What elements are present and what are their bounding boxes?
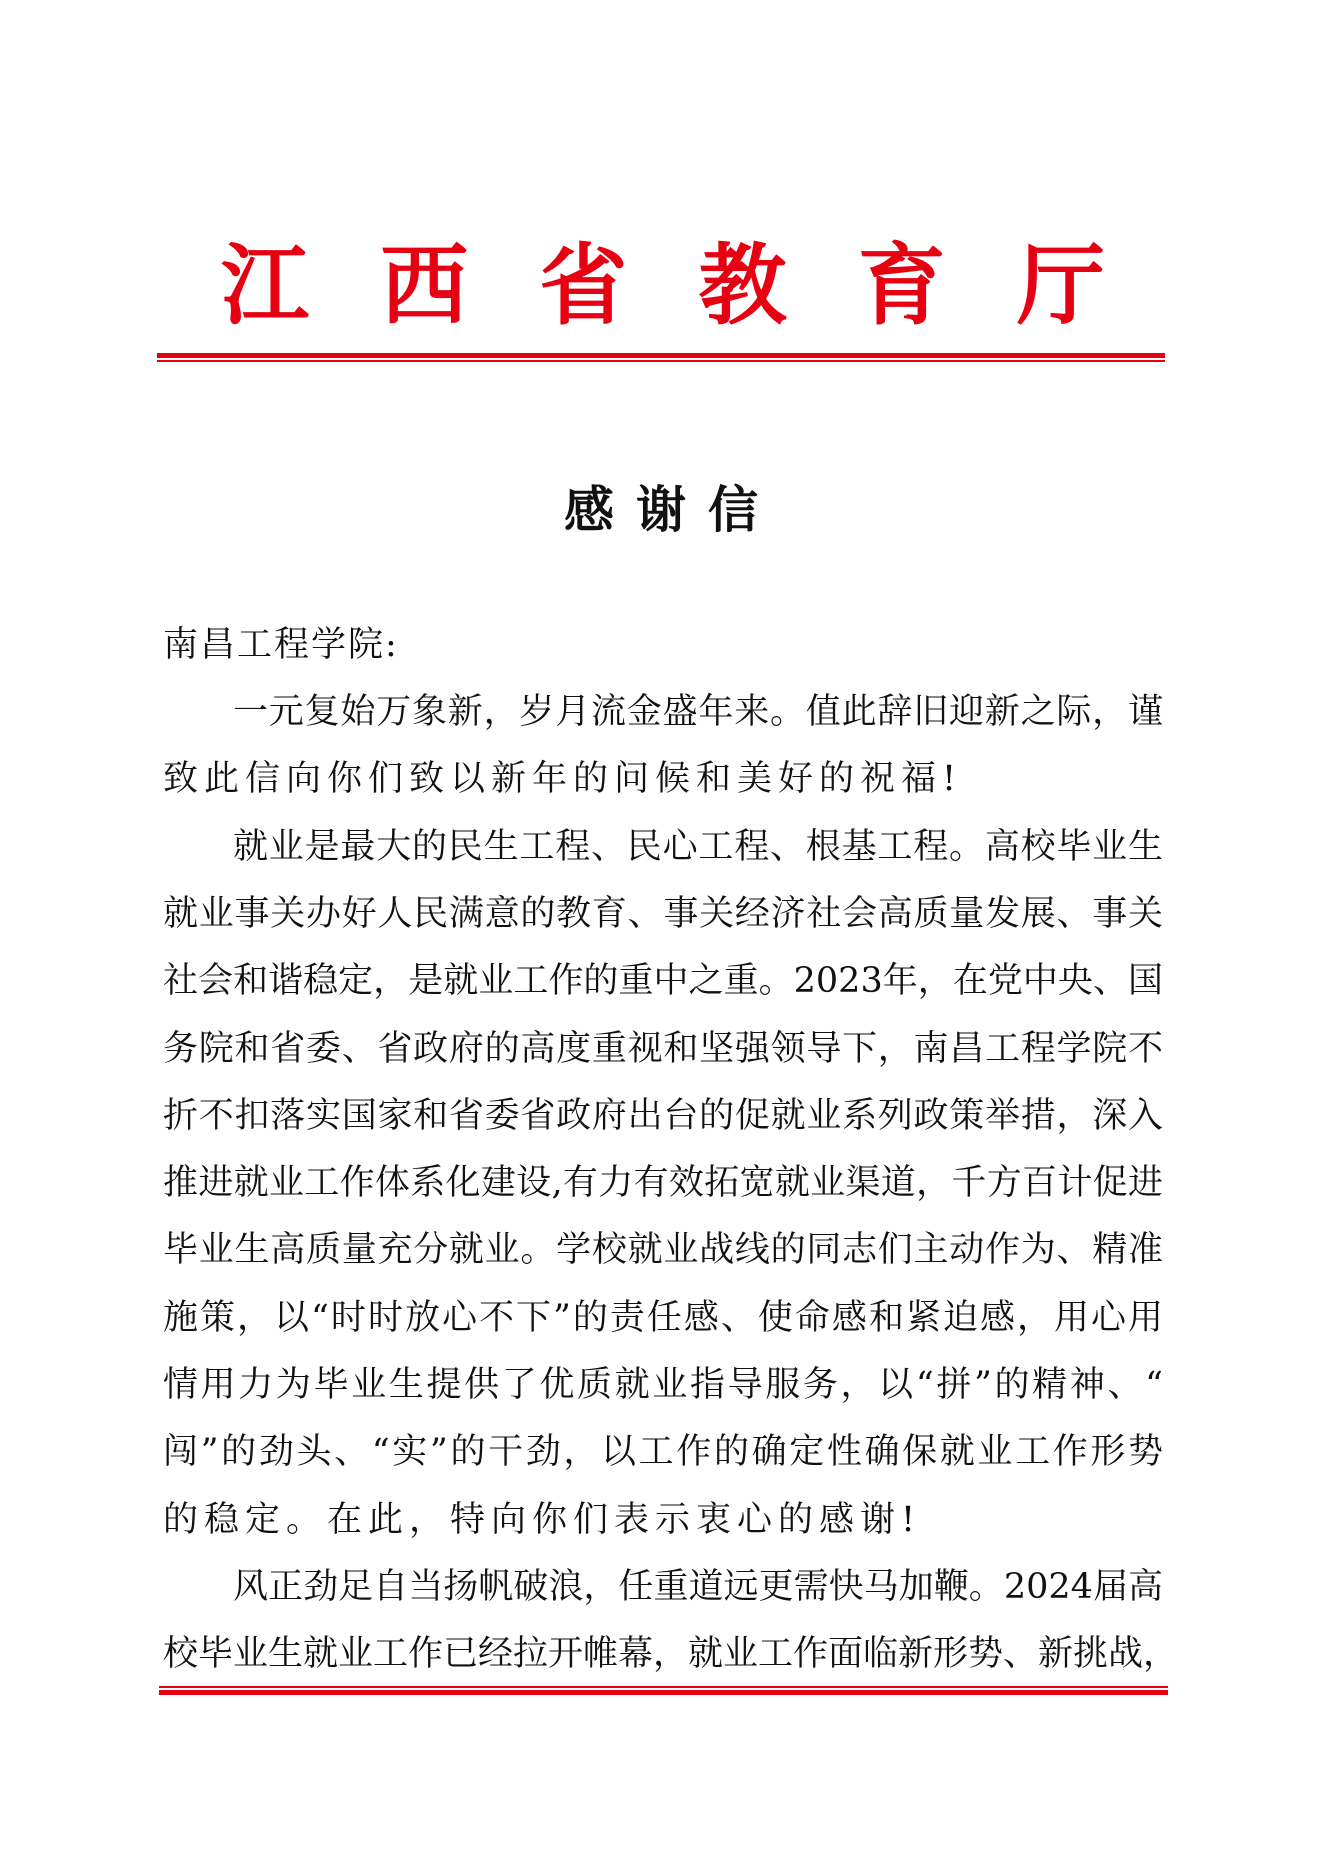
body-line: 务院和省委、省政府的高度重视和坚强领导下，南昌工程学院不 xyxy=(163,1028,1163,1069)
body-line: 校毕业生就业工作已经拉开帷幕，就业工作面临新形势、新挑战， xyxy=(163,1634,1179,1675)
salutation: 南昌工程学院: xyxy=(163,625,399,665)
body-line: 毕业生高质量充分就业。学校就业战线的同志们主动作为、精准 xyxy=(163,1230,1163,1271)
body-line: 的稳定。在此，特向你们表示衷心的感谢! xyxy=(163,1499,922,1540)
letterhead-char: 教 xyxy=(698,233,787,337)
letterhead-title xyxy=(221,235,1105,335)
body-line: 风正劲足自当扬帆破浪，任重道远更需快马加鞭。2024届高 xyxy=(233,1566,1163,1607)
footer-rule-thin xyxy=(159,1686,1168,1688)
body-line: 施策，以“时时放心不下”的责任感、使命感和紧迫感，用心用 xyxy=(163,1297,1163,1338)
letterhead-char: 厅 xyxy=(1016,233,1105,337)
body-line: 情用力为毕业生提供了优质就业指导服务，以“拼”的精神、“ xyxy=(163,1365,1163,1405)
letter-title: 感谢信 xyxy=(564,480,780,539)
header-rule-thin xyxy=(157,360,1165,362)
body-line: 闯”的劲头、“实”的干劲，以工作的确定性确保就业工作形势 xyxy=(163,1432,1163,1473)
letterhead-char: 西 xyxy=(380,233,469,337)
header-rule-thick xyxy=(157,353,1165,358)
body-line: 就业是最大的民生工程、民心工程、根基工程。高校毕业生 xyxy=(233,826,1163,867)
body-line: 一元复始万象新，岁月流金盛年来。值此辞旧迎新之际，谨 xyxy=(233,692,1163,732)
body-line: 折不扣落实国家和省委省政府出台的促就业系列政策举措，深入 xyxy=(163,1095,1163,1136)
body-line: 社会和谐稳定，是就业工作的重中之重。2023年，在党中央、国 xyxy=(163,961,1163,1002)
letterhead-char: 省 xyxy=(539,233,628,337)
footer-rule-thick xyxy=(159,1690,1168,1695)
body-line: 就业事关办好人民满意的教育、事关经济社会高质量发展、事关 xyxy=(163,893,1163,934)
body-line: 推进就业工作体系化建设,有力有效拓宽就业渠道，千方百计促进 xyxy=(163,1163,1163,1204)
letterhead-char: 江 xyxy=(221,233,310,337)
letterhead-char: 育 xyxy=(857,233,946,337)
body-line: 致此信向你们致以新年的问候和美好的祝福! xyxy=(163,759,963,800)
